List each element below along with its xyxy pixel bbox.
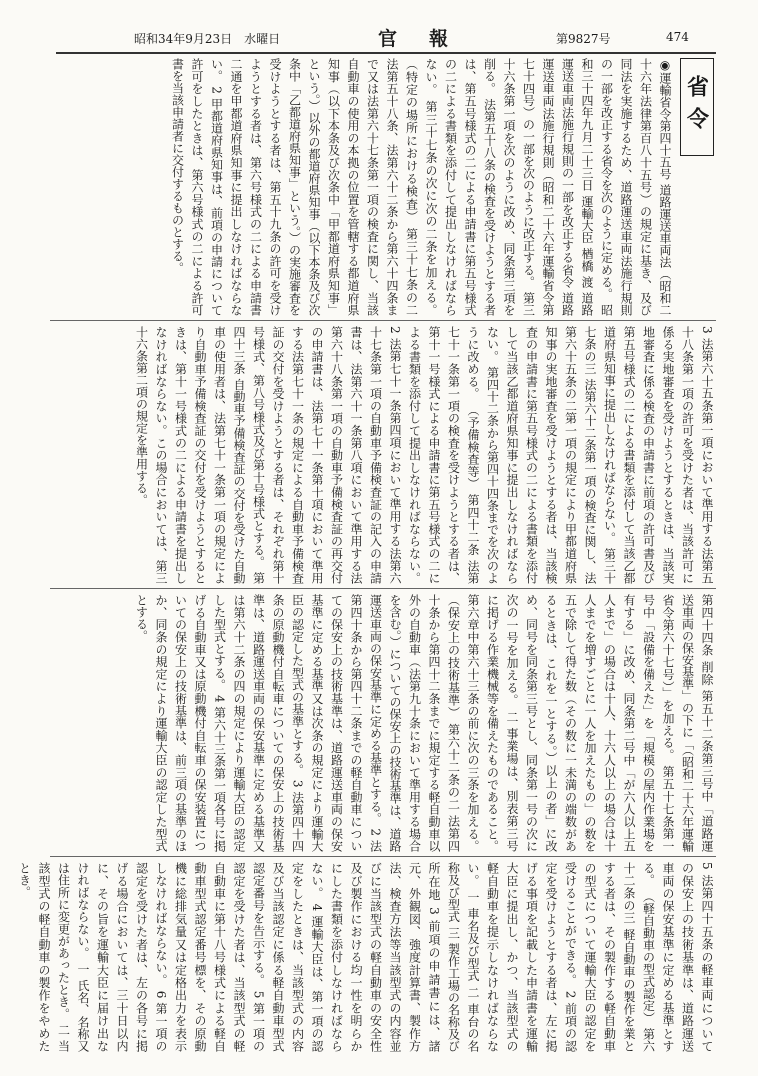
tier-2-text xyxy=(131,326,716,584)
tier-divider xyxy=(50,320,716,321)
tier-3-paragraph: 第四十四条 削除 第五十二条第三号中「道路運送車両の保安基準」の下に「（昭和二十六年運輸省令第六十七号）」を加える。 第五十七条第一号中「設備を備えた」を「規模の屋内作業場を有する」に改め、同条第二号中「が六人以上五人まで」の場合は十人、十六人以上の場合は十人までを増すごとに一人を加えたもの」の数を五で除して得た数（その数に一未満の端数があるときは、これを一とする。）以上の者」に改め、同号を同条第三号とし、同条第一号の次に次の一号を加える。 二 事業場は、別表第三号に掲げる作業機械等を備えたものであること。 第六章中第六十三条の前に次の三条を加える。 （保安上の技術基準） 第六十二条の二 法第四十条から第四十二条までに規定する軽自動車以外の自動車（法第九十条において準用する場合を含む。）についての保安上の技術基準は、道路運送車両の保安基準に定める基準とする。 2 法第四十条から第四十二条までの軽自動車についての保安上の技術基準は、道路運送車両の保安基準に定める基準又は次条の規定により運輸大臣の認定した型式の基準とする。 3 法第四十四条の原動機付自転車についての保安上の技術基準は、道路運送車両の保安基準に定める基準又は第六十二条の四の規定により運輸大臣の認定した型式とする。 4 第六十三条第一項各号に掲げる自動車又は原動機付自転車の保安装置についての保安上の技術基準は、前三項の基準のほか、同条の規定により運輸大臣の認定した型式とする。 xyxy=(134,594,714,852)
text-tier-3 xyxy=(50,594,716,852)
tier-2-paragraph: 3 法第六十五条第一項において準用する法第五十八条第一項の許可を受けた者は、当該許可に係る実地審査を受けようとするときは、当該実地審査に係る検査の申請書に前項の許可書及び第五号様式の二による書類を添付して当該乙都道府県知事に提出しなければならない。 第三十七条の三 法第六十二条第一項の検査に関し、法第六十五条の二第一項の規定により甲都道府県知事の実地審査を受けようとする者は、当該検査の申請書に第五号様式の二による書類を添付して当該乙都道府県知事に提出しなければならない。 第四十二条から第四十四条までを次のように改める。 （予備検査等） 第四十二条 法第七十一条第一項の検査を受けようとする者は、第十一号様式による申請書に第五号様式の二による書類を添付して提出しなければならない。 2 法第七十一条第四項において準用する法第六十七条第一項の自動車予備検査証の記入の申請書は、法第六十一条第八項において準用する法第六十八条第一項の自動車予備検査証の再交付の申請書は、法第七十一条第十項において準用する法第七十一条の規定による自動車予備検査証の交付を受けようとする者は、それぞれ第十号様式、第八号様式及び第十号様式とする。 第四十三条 自動車予備検査証の交付を受けた自動車の使用者は、法第七十一条第一項の規定により自動車予備検査証の交付を受けようとするときは、第十一号様式の二による申請書を提出しなければならない。この場合においては、第三十六条第二項の規定を準用する。 xyxy=(134,326,714,584)
issue-date: 昭和34年9月23日 水曜日 xyxy=(134,32,281,46)
tier-divider xyxy=(50,856,716,857)
section-title-box: 省令 xyxy=(680,58,714,156)
header-rule xyxy=(56,52,716,54)
issue-number: 第9827号 xyxy=(556,32,611,46)
text-tier-2 xyxy=(50,326,716,584)
text-tier-1 xyxy=(50,58,716,316)
gazette-title: 官報 xyxy=(378,28,481,50)
tier-1-text xyxy=(167,58,674,316)
tier-3-text xyxy=(131,594,716,852)
page-header xyxy=(56,22,726,52)
tier-4-paragraph: 5 法第四十五条の軽車両についての保安上の技術基準は、道路運送車両の保安基準に定める基準とする。 （軽自動車の型式認定） 第六十二条の三 軽自動車の製作を業とする者は、その製作する軽自動車の型式について運輸大臣の認定を受けることができる。 2 前項の認定を受けようとする者は、左に掲げる事項を記載した申請書を運輸大臣に提出し、かつ、当該型式の軽自動車を提示しなければならない。 一 車名及び型式 二 車台の名称及び型式 三 製作工場の名称及び所在地 3 前項の申請書には、諸元、外観図、強度計算書、製作方法、検査方法等当該型式の内容並びに当該型式の軽自動車の安全性及び製作における均一性を明らかにした書類を添付しなければならない。 4 運輸大臣は、第一項の認定をしたときは、当該型式の内容及び当該認定に係る軽自動車型式認定番号を告示する。 5 第一項の認定を受けた者は、当該型式の軽自動車に第十八号様式による軽自動車型式認定番号標を、その原動機に総排気量又は定格出力を表示しなければならない。 6 第一項の認定を受けた者は、左の各号に掲げる場合においては、三十日以内に、その旨を運輸大臣に届け出なければならない。 一 氏名、名称又は住所に変更があったとき。 二 当該型式の軽自動車の製作をやめたとき。 xyxy=(17,862,714,1052)
page-number: 474 xyxy=(666,30,689,44)
tier-1-paragraph: ◉運輸省令第四十五号 道路運送車両法（昭和二十六年法律第百八十五号）の規定に基き、及び同法を実施するため、道路運送車両法施行規則の一部を改正する省令を次のように定める。 昭和三十四年九月二十三日 運輸大臣 楢橋 渡 道路運送車両法施行規則の一部を改正する省令 道路運送車両法施行規則（昭和二十六年運輸省令第七十四号）の一部を次のように改正する。 第三十六条第一項を次のように改め、同条第三項を削る。 法第五十八条の検査を受けようとする者は、第五号様式の二による申請書に第五号様式の二による書類を添付して提出しなければならない。 第三十七条の次に次の二条を加える。 （特定の場所における検査） 第三十七条の二 法第五十八条、法第六十二条から第六十四条まで又は法第六十七条第一項の検査に関し、当該自動車の使用の本拠の位置を管轄する都道府県知事（以下本条及び次条中「甲都道府県知事」という。）以外の都道府県知事（以下本条及び次条中「乙都道府県知事」という。）の実施審査を受けようとする者は、第五十九条の許可を受けようとする者は、第六号様式の二による申請書二通を甲都道府県知事に提出しなければならない。 2 甲都道府県知事は、前項の申請について許可をしたときは、第六号様式の二による許可書を当該申請者に交付するものとする。 xyxy=(170,58,672,316)
tier-4-text xyxy=(14,862,716,1052)
tier-divider xyxy=(50,588,716,589)
text-tier-4 xyxy=(17,862,716,1052)
